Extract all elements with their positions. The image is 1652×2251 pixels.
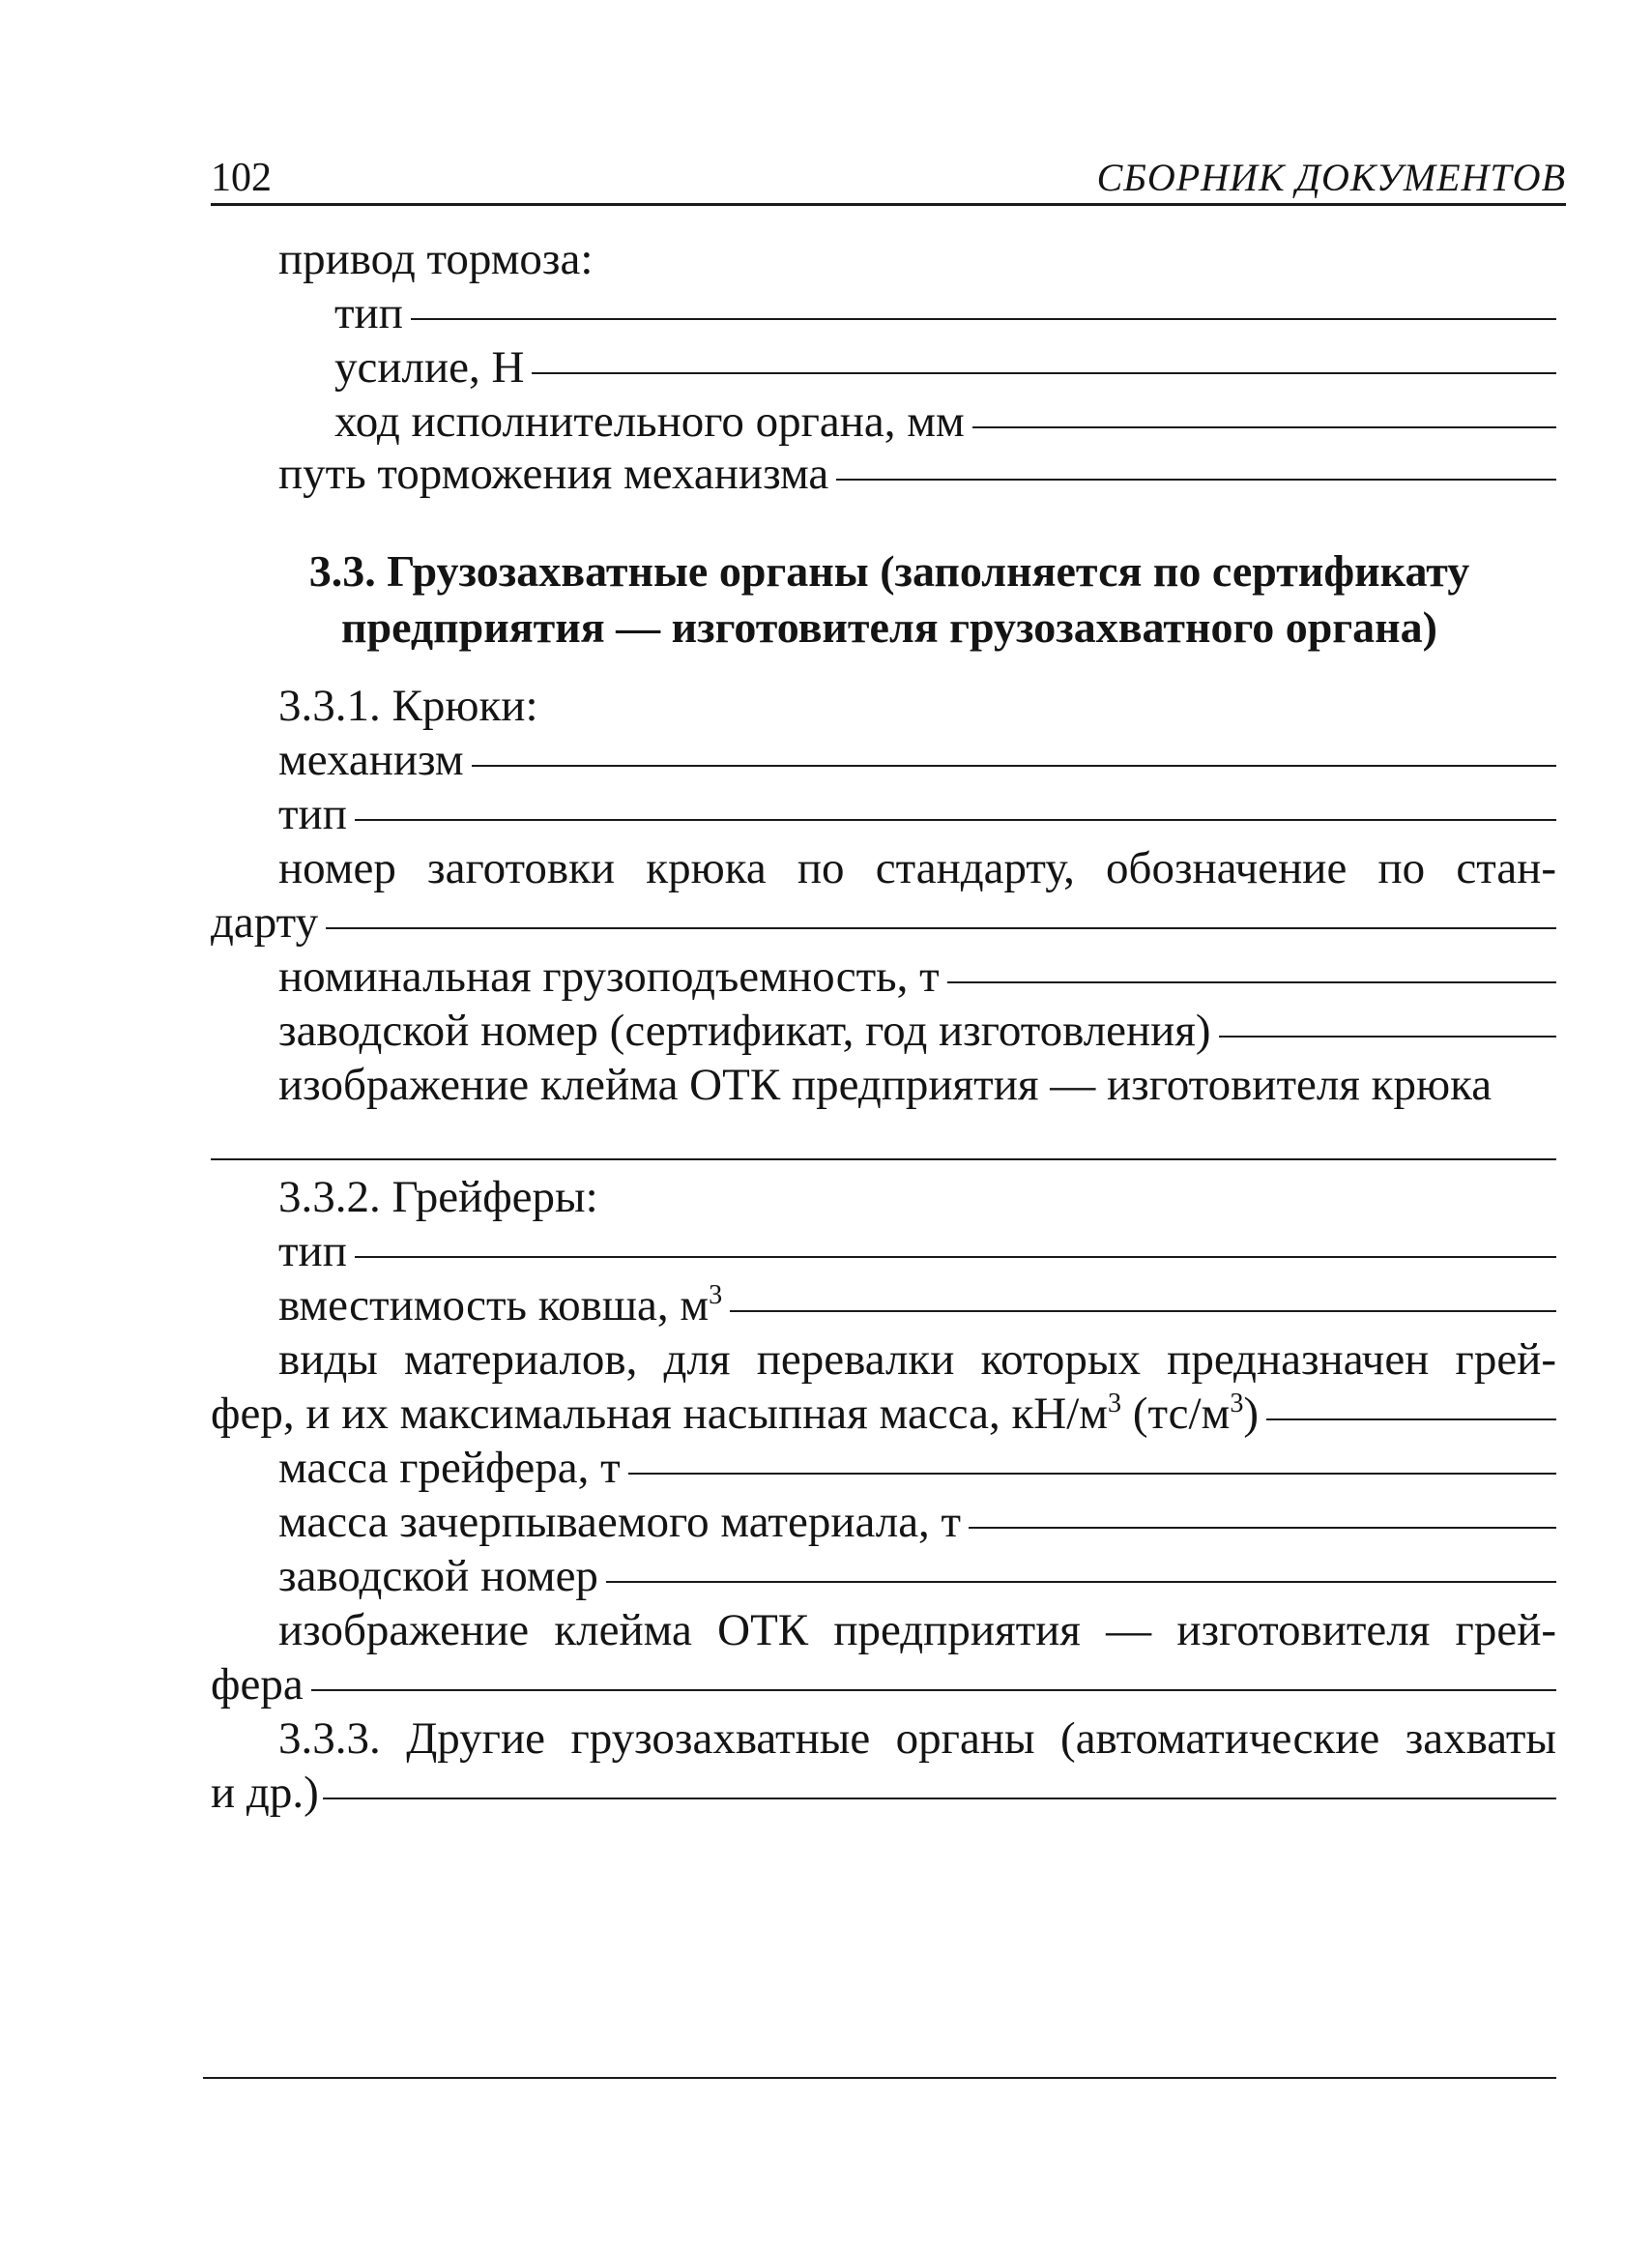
grab-stamp-field[interactable] <box>211 1657 1556 1711</box>
fill-line[interactable] <box>323 1798 1556 1799</box>
hook-blank-number-field[interactable] <box>211 895 1556 950</box>
fill-line[interactable] <box>606 1581 1556 1583</box>
hook-stamp-fill-line[interactable] <box>211 1158 1556 1160</box>
running-title: СБОРНИК ДОКУМЕНТОВ <box>1096 156 1566 199</box>
fill-line[interactable] <box>311 1689 1556 1691</box>
field-label: дарту <box>211 897 319 948</box>
bucket-capacity-field[interactable] <box>278 1278 1556 1332</box>
field-label: заводской номер <box>278 1551 598 1601</box>
hook-blank-number-text: номер заготовки крюка по стандарту, обозначение по стан- <box>278 843 1556 893</box>
fill-line[interactable] <box>836 479 1556 481</box>
fill-line[interactable] <box>532 372 1556 374</box>
field-label: ход исполнительного органа, мм <box>334 396 965 447</box>
field-label: путь торможения механизма <box>278 449 829 499</box>
hook-serial-field[interactable] <box>278 1004 1556 1058</box>
footer-rule <box>203 2077 1556 2079</box>
fill-line[interactable] <box>1219 1036 1556 1038</box>
page-header <box>211 149 1566 206</box>
grab-stamp-text: изображение клейма ОТК предприятия — изготовителя грей- <box>278 1605 1556 1655</box>
field-label: фера <box>211 1659 304 1710</box>
fill-line[interactable] <box>355 819 1556 821</box>
field-label: вместимость ковша, $м^3$ <box>278 1280 723 1330</box>
hook-type-field[interactable] <box>278 787 1556 841</box>
materials-text: виды материалов, для перевалки которых предназначен грей- <box>278 1334 1556 1385</box>
scooped-mass-field[interactable] <box>278 1495 1556 1549</box>
brake-force-field[interactable] <box>334 340 1556 395</box>
fill-line[interactable] <box>969 1527 1556 1529</box>
braking-path-field[interactable] <box>278 447 1556 501</box>
materials-field[interactable] <box>211 1387 1556 1441</box>
hook-mechanism-field[interactable] <box>278 733 1556 787</box>
fill-line[interactable] <box>972 426 1556 428</box>
other-devices-text: 3.3.3. Другие грузозахватные органы (автоматические захваты <box>278 1713 1556 1764</box>
field-label: заводской номер (сертификат, год изготовления) <box>278 1006 1211 1056</box>
field-label: усилие, Н <box>334 342 525 393</box>
fill-line[interactable] <box>1266 1418 1556 1420</box>
field-label: тип <box>278 789 347 839</box>
field-label: фер, и их максимальная насыпная масса, $кН/м^3$ $(тс/м^3)$ <box>211 1389 1260 1439</box>
grabs-title: 3.3.2. Грейферы: <box>278 1172 598 1222</box>
field-label: масса зачерпываемого материала, т <box>278 1497 962 1547</box>
brake-drive-label: привод тормоза: <box>278 234 594 284</box>
fill-line[interactable] <box>628 1473 1556 1475</box>
field-label: номинальная грузоподъемность, т <box>278 951 940 1002</box>
grab-type-field[interactable] <box>278 1224 1556 1278</box>
field-label: тип <box>334 288 403 338</box>
field-label: и др.) <box>211 1768 319 1818</box>
fill-line[interactable] <box>326 927 1556 929</box>
fill-line[interactable] <box>947 981 1556 983</box>
section-heading: 3.3. Грузозахватные органы (заполняется по сертификату предприятия — изготовителя грузозахватного органа) <box>308 546 1470 652</box>
fill-line[interactable] <box>730 1310 1556 1312</box>
field-label: механизм <box>278 735 464 785</box>
brake-type-field[interactable] <box>334 286 1556 340</box>
field-label: тип <box>278 1226 347 1276</box>
brake-stroke-field[interactable] <box>334 395 1556 449</box>
fill-line[interactable] <box>472 765 1556 767</box>
hook-stamp-label: изображение клейма ОТК предприятия — изготовителя крюка <box>278 1060 1493 1110</box>
fill-line[interactable] <box>411 318 1556 320</box>
grab-mass-field[interactable] <box>278 1441 1556 1495</box>
page-number: 102 <box>211 156 272 200</box>
grab-serial-field[interactable] <box>278 1549 1556 1603</box>
fill-line[interactable] <box>355 1256 1556 1258</box>
field-label: масса грейфера, т <box>278 1443 621 1493</box>
hooks-title: 3.3.1. Крюки: <box>278 681 538 731</box>
hook-capacity-field[interactable] <box>278 950 1556 1004</box>
other-devices-field[interactable] <box>211 1766 1556 1820</box>
